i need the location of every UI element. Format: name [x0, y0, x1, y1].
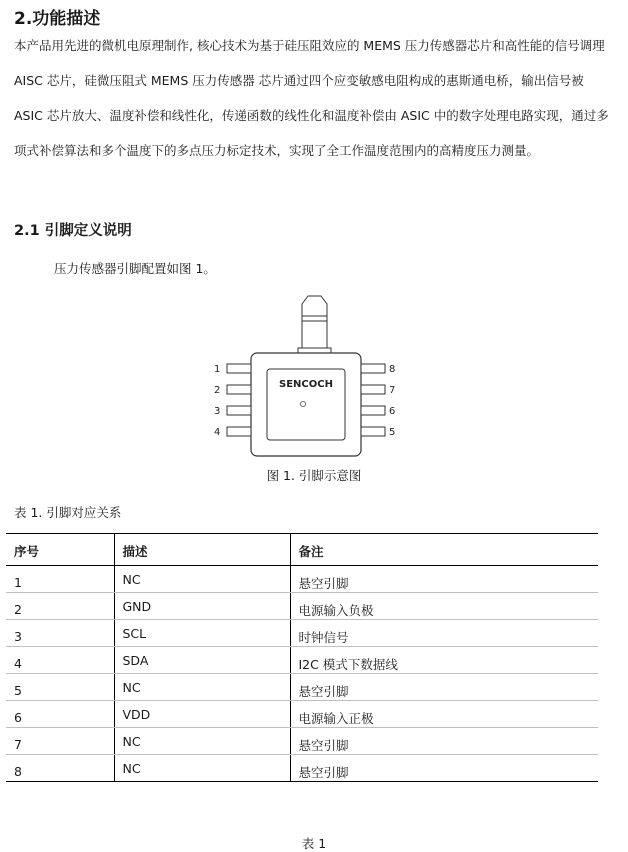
- table-row: [6, 674, 598, 701]
- pin-right-6: [361, 406, 385, 415]
- cell-index: 3: [6, 620, 114, 647]
- pin-number: 1: [214, 364, 221, 375]
- cell-remark: 时钟信号: [290, 620, 598, 647]
- cell-index: 4: [6, 647, 114, 674]
- description-paragraph: 本产品用先进的微机电原理制作, 核心技术为基于硅压阻效应的 MEMS 压力传感器芯片和高性能的信号调理 AISC 芯片，硅微压阻式 MEMS 压力传感器 芯片通过四个应变敏感电阻构成的惠斯通电桥，输出信号被 ASIC 芯片放大、温度补偿和线性化，传递函数的线性化和温度补偿由 ASIC 中的数字处理电路实现，通过多项式补偿算法和多个温度下的多点压力标定技术，实现了全工作温度范围内的高精度压力测量。: [14, 38, 609, 158]
- cell-remark: I2C 模式下数据线: [290, 647, 598, 674]
- header-index: 序号: [6, 534, 114, 566]
- table-row: [6, 728, 598, 755]
- cell-remark: 电源输入正极: [290, 701, 598, 728]
- header-description: 描述: [114, 534, 290, 566]
- figure-caption: 图 1. 引脚示意图: [266, 468, 362, 483]
- table-row: [6, 566, 598, 593]
- cell-remark: 电源输入负极: [290, 593, 598, 620]
- table-row: [6, 620, 598, 647]
- cell-description: GND: [114, 593, 290, 620]
- section-title: 2.功能描述: [14, 9, 101, 29]
- cell-index: 8: [6, 755, 114, 782]
- pin-left-1: [227, 364, 251, 373]
- pin-number: 6: [389, 406, 396, 417]
- cell-description: NC: [114, 674, 290, 701]
- table-caption: 表 1: [301, 836, 327, 851]
- cell-description: NC: [114, 728, 290, 755]
- header-remark: 备注: [290, 534, 598, 566]
- cell-index: 6: [6, 701, 114, 728]
- cell-index: 5: [6, 674, 114, 701]
- pressure-port: [298, 296, 331, 353]
- table-row: [6, 647, 598, 674]
- cell-description: NC: [114, 566, 290, 593]
- table-row: [6, 755, 598, 782]
- chip-label: SENCOCH: [279, 379, 333, 390]
- cell-remark: 悬空引脚: [290, 755, 598, 782]
- subsection-title: 2.1 引脚定义说明: [14, 223, 132, 239]
- cell-index: 1: [6, 566, 114, 593]
- table-row: [6, 593, 598, 620]
- table-title: 表 1. 引脚对应关系: [14, 505, 122, 520]
- table-row: [6, 701, 598, 728]
- pin-diagram: [200, 290, 410, 460]
- cell-description: SDA: [114, 647, 290, 674]
- pin-right-7: [361, 385, 385, 394]
- cell-index: 2: [6, 593, 114, 620]
- cell-remark: 悬空引脚: [290, 728, 598, 755]
- pin-left-4: [227, 427, 251, 436]
- pin-table: [6, 533, 598, 782]
- cell-description: SCL: [114, 620, 290, 647]
- cell-description: NC: [114, 755, 290, 782]
- pin-number: 2: [214, 385, 221, 396]
- pin-intro-text: 压力传感器引脚配置如图 1。: [54, 261, 216, 276]
- pin-number: 7: [389, 385, 396, 396]
- pin-right-5: [361, 427, 385, 436]
- pin-number: 3: [214, 406, 221, 417]
- pin-number: 8: [389, 364, 396, 375]
- pin-right-8: [361, 364, 385, 373]
- pin-left-3: [227, 406, 251, 415]
- cell-remark: 悬空引脚: [290, 674, 598, 701]
- table-header-row: [6, 534, 598, 566]
- cell-description: VDD: [114, 701, 290, 728]
- pin-number: 4: [214, 427, 221, 438]
- pin-left-2: [227, 385, 251, 394]
- pin-number: 5: [389, 427, 396, 438]
- cell-index: 7: [6, 728, 114, 755]
- cell-remark: 悬空引脚: [290, 566, 598, 593]
- chip-port-hole: [300, 401, 305, 406]
